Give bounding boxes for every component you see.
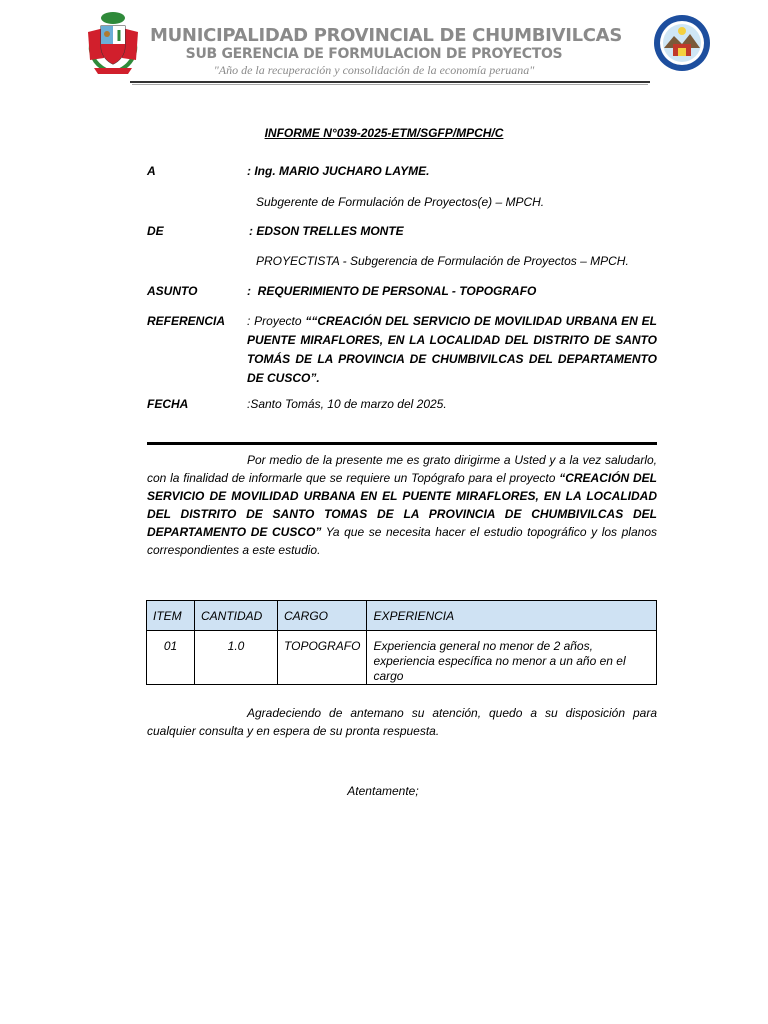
referencia-project: ““CREACIÓN DEL SERVICIO DE MOVILIDAD URBANA EN EL PUENTE MIRAFLORES, EN LA LOCALIDAD DEL DISTRITO DE SANTO TOMÁS DE LA PROVINCIA DE CHUMBIVILCAS DEL DEPARTAMENTO DE CUSCO”.	[247, 314, 657, 385]
header-title: MUNICIPALIDAD PROVINCIAL DE CHUMBIVILCAS	[150, 25, 622, 46]
field-referencia-label: REFERENCIA	[147, 314, 226, 328]
table-row	[147, 631, 657, 685]
municipal-seal-logo	[652, 14, 712, 72]
requirements-table	[146, 600, 657, 685]
body-paragraph-1	[147, 451, 657, 559]
body-paragraph-2: Agradeciendo de antemano su atención, quedo a su disposición para cualquier consulta y en espera de su pronta respuesta.	[147, 706, 657, 738]
field-a-label: A	[147, 164, 156, 178]
field-de-detail: PROYECTISTA - Subgerencia de Formulación de Proyectos – MPCH.	[256, 254, 629, 268]
header-motto: "Año de la recuperación y consolidación de la economía peruana"	[213, 63, 535, 77]
cell-item: 01	[147, 631, 195, 685]
field-referencia-text	[247, 312, 657, 388]
municipal-seal-icon	[652, 14, 712, 72]
table-header-row	[147, 601, 657, 631]
field-a-value: : Ing. MARIO JUCHARO LAYME.	[247, 164, 430, 178]
field-de-label: DE	[147, 224, 164, 238]
field-fecha-label: FECHA	[147, 397, 189, 411]
col-header-experiencia: EXPERIENCIA	[367, 601, 657, 631]
report-title: INFORME N°039-2025-ETM/SGFP/MPCH/C	[264, 126, 504, 140]
closing: Atentamente;	[347, 784, 419, 798]
cell-cargo: TOPOGRAFO	[278, 631, 367, 685]
col-header-item: ITEM	[147, 601, 195, 631]
peru-coat-of-arms-logo	[84, 10, 142, 76]
field-de-value: : EDSON TRELLES MONTE	[249, 224, 404, 238]
paragraph-intro: Por medio de la presente me es grato dirigirme a Usted y a la vez saludarlo, con la finalidad de informarle que se requiere un Topógrafo para el proyecto	[147, 453, 657, 485]
paragraph-end: Ya que se necesita hacer el estudio topográfico y los planos correspondientes a este estudio.	[147, 525, 657, 557]
header-divider-thin	[132, 84, 648, 85]
referencia-prefix: : Proyecto	[247, 314, 306, 328]
section-divider	[147, 442, 657, 445]
header-divider	[130, 81, 650, 83]
cell-cantidad: 1.0	[195, 631, 278, 685]
col-header-cargo: CARGO	[278, 601, 367, 631]
paragraph-project: “CREACIÓN DEL SERVICIO DE MOVILIDAD URBANA EN EL PUENTE MIRAFLORES, EN LA LOCALIDAD DEL DISTRITO DE SANTO TOMAS DE LA PROVINCIA DE CHUMBIVILCAS DEL DEPARTAMENTO DE CUSCO”	[147, 471, 657, 539]
field-fecha-value: :Santo Tomás, 10 de marzo del 2025.	[247, 397, 447, 411]
header-subtitle: SUB GERENCIA DE FORMULACION DE PROYECTOS	[185, 46, 563, 62]
cell-experiencia: Experiencia general no menor de 2 años, experiencia específica no menor a un año en el cargo	[367, 631, 657, 685]
coat-of-arms-icon	[84, 10, 142, 76]
field-asunto-value: : REQUERIMIENTO DE PERSONAL - TOPOGRAFO	[247, 284, 537, 298]
field-asunto-label: ASUNTO	[147, 284, 198, 298]
field-a-detail: Subgerente de Formulación de Proyectos(e) – MPCH.	[256, 195, 545, 209]
col-header-cantidad: CANTIDAD	[195, 601, 278, 631]
